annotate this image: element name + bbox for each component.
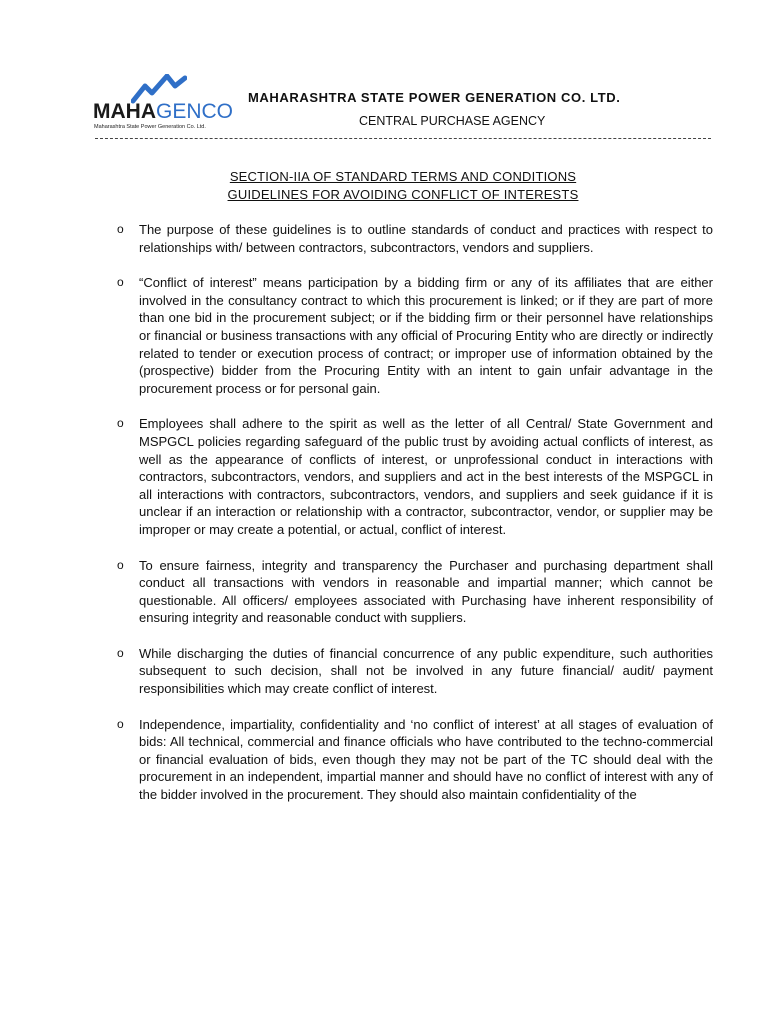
list-item-text: While discharging the duties of financial concurrence of any public expenditure, such authorities subsequent to such decision, shall not be involved in any future financial/ audit/ payment responsibilities which may create conflict of interest. (139, 645, 713, 697)
section-title-line-2: GUIDELINES FOR AVOIDING CONFLICT OF INTERESTS (227, 187, 579, 202)
logo-tagline: Maharashtra State Power Generation Co. Ltd. (94, 124, 206, 130)
section-title-line-1: SECTION-IIA OF STANDARD TERMS AND CONDITIONS (229, 169, 577, 184)
list-item-text: The purpose of these guidelines is to outline standards of conduct and practices with respect to relationships with/ between contractors, subcontractors, vendors and suppliers. (139, 222, 713, 255)
mahagenco-logo (93, 72, 233, 134)
agency-name: CENTRAL PURCHASE AGENCY (359, 114, 546, 128)
list-item (95, 415, 713, 538)
list-item (95, 274, 713, 397)
bullet-marker: o (117, 275, 124, 290)
logo-wordmark-bold: MAHA (93, 100, 156, 123)
header-divider (95, 138, 711, 139)
logo-wordmark-light: GENCO (156, 100, 234, 123)
company-name: MAHARASHTRA STATE POWER GENERATION CO. LTD. (248, 90, 621, 105)
list-item-text: “Conflict of interest” means participation by a bidding firm or any of its affiliates that are either involved in the consultancy contract to which this procurement is linked; or if they are part of more than one bid in the procurement subject; or if the bidding firm or their personnel have relationships or financial or business transactions with any official of Procuring Entity who are directly or indirectly related to tender or execution process of contract; or improper use of information obtained by the (prospective) bidder from the Procuring Entity with an intent to gain unfair advantage in the procurement process or for personal gain. (139, 275, 713, 396)
bullet-marker: o (117, 716, 124, 731)
bullet-marker: o (117, 645, 124, 660)
list-item-text: Employees shall adhere to the spirit as well as the letter of all Central/ State Government and MSPGCL policies regarding safeguard of the public trust by avoiding actual conflicts of interest, as well as the appearance of conflicts of interest, or unprofessional conduct in interactions with contractors, subcontractors, vendors, and suppliers and act in the best interests of the MSPGCL in all interactions with contractors, subcontractors, vendors, and suppliers and seek guidance if it is unclear if an interaction or relationship with a contractor, subcontractor, vendor, or supplier may be improper or may create a potential, or actual, conflict of interest. (139, 416, 713, 537)
list-item-text: Independence, impartiality, confidentiality and ‘no conflict of interest’ at all stages of evaluation of bids: All technical, commercial and finance officials who have contributed to the techno-commercial or financial evaluation of bids, even though they may not be part of the TC should deal with the procurement in an independent, impartial manner and should have no conflict of interest with any of the bidder involved in the procurement. They should also maintain confidentiality of the (139, 716, 713, 803)
list-item (95, 716, 713, 804)
logo-wordmark (93, 100, 233, 124)
bullet-marker: o (117, 222, 124, 236)
bullet-marker: o (117, 557, 124, 572)
guidelines-list (95, 221, 713, 822)
bullet-marker: o (117, 416, 124, 431)
list-item (95, 557, 713, 627)
section-title (95, 168, 711, 204)
list-item-text: To ensure fairness, integrity and transparency the Purchaser and purchasing department shall conduct all transactions with vendors in reasonable and impartial manner; which cannot be questionable. All officers/ employees associated with Purchasing have inherent responsibility of ensuring integrity and reasonable conduct with suppliers. (139, 557, 713, 626)
list-item (95, 221, 713, 256)
list-item (95, 645, 713, 698)
